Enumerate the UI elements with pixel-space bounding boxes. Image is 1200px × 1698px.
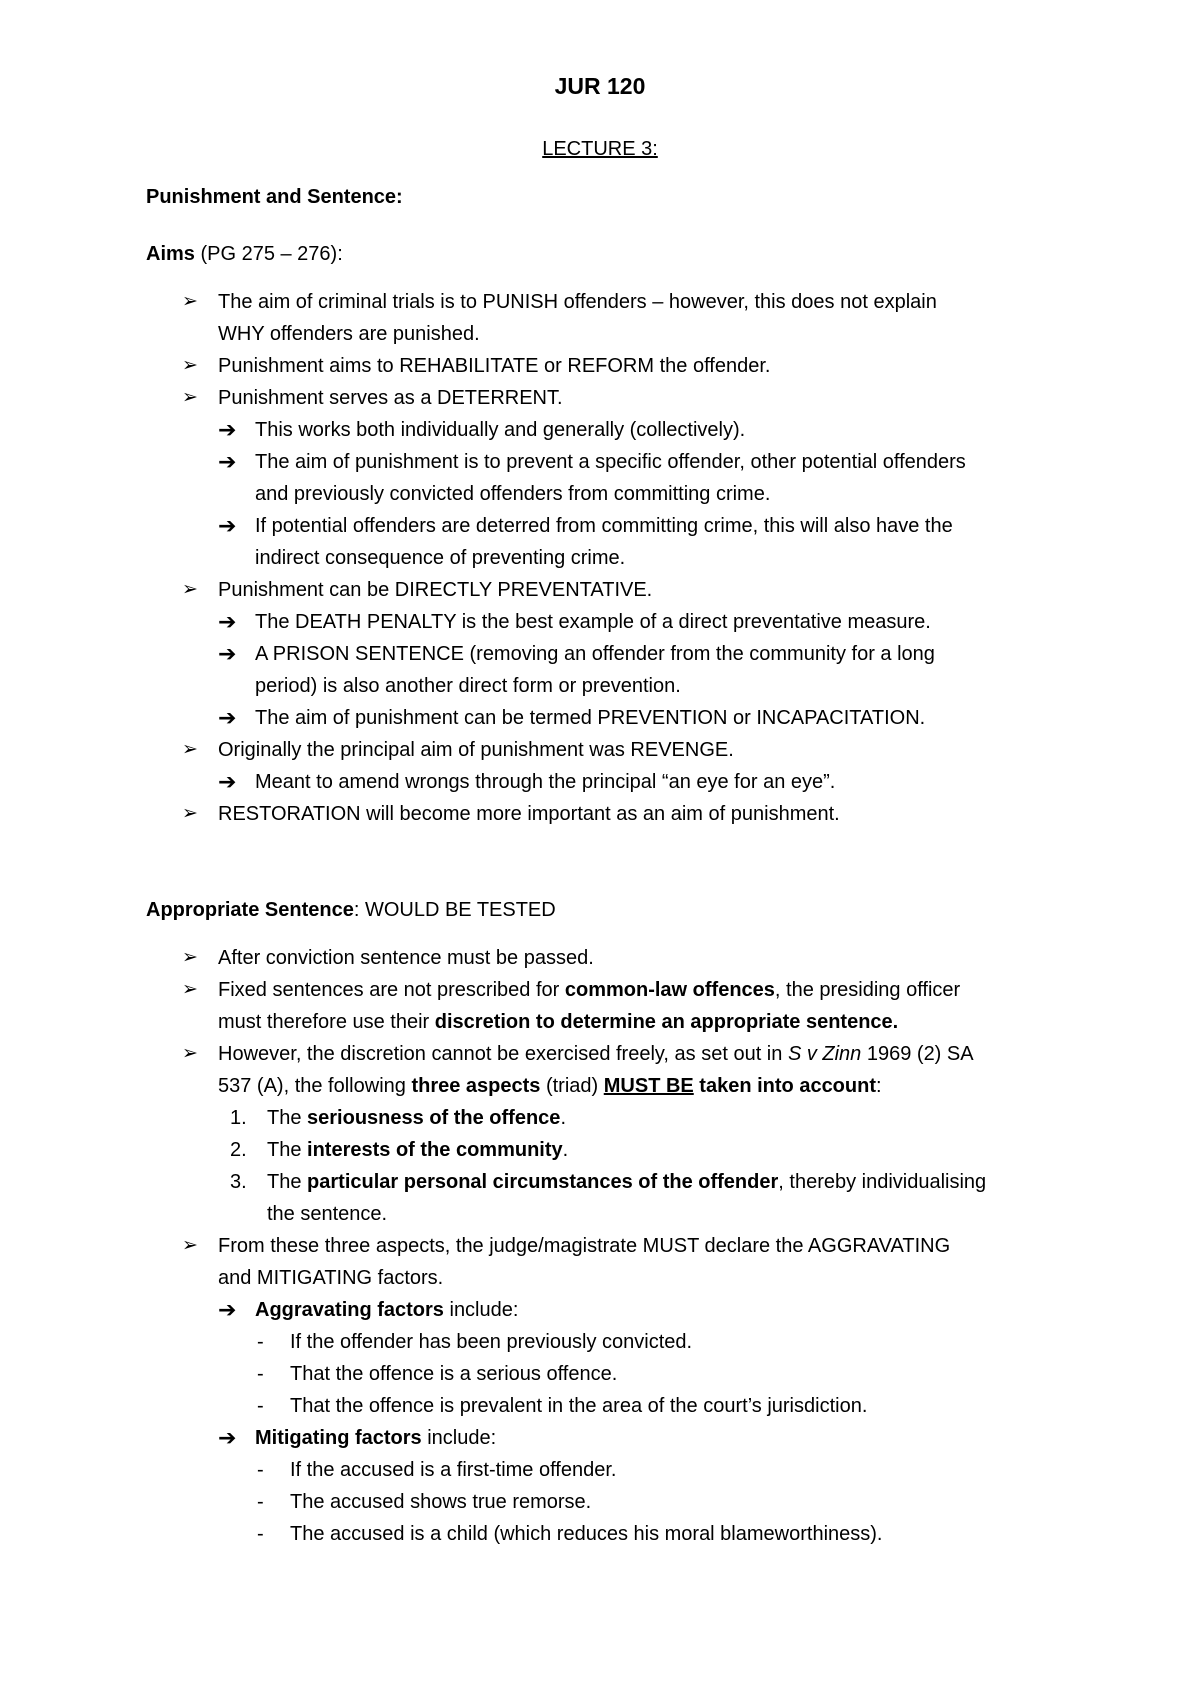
section-title-punishment: Punishment and Sentence:	[146, 186, 403, 208]
bold-run: Aggravating factors	[255, 1299, 444, 1321]
text-run: .	[562, 1139, 569, 1161]
bold-run: three aspects	[411, 1075, 541, 1097]
section2-title: Appropriate Sentence	[146, 899, 354, 921]
sub-item-line: indirect consequence of preventing crime.	[255, 547, 626, 569]
list-item-line	[218, 978, 960, 1002]
text-run: The	[267, 1171, 308, 1193]
list-item-line: Punishment can be DIRECTLY PREVENTATIVE.	[218, 579, 653, 601]
dash-marker: -	[257, 1491, 264, 1513]
bullet-marker: ➢	[182, 1043, 198, 1064]
section2-title-suffix: : WOULD BE TESTED	[353, 899, 556, 921]
list-item-line: and MITIGATING factors.	[218, 1267, 444, 1289]
arrow-bullet-icon: ➔	[218, 705, 237, 730]
numbered-item-line	[267, 1106, 566, 1130]
arrow-bullet-icon: ➔	[218, 641, 237, 666]
list-item-line: From these three aspects, the judge/magistrate MUST declare the AGGRAVATING	[218, 1235, 951, 1257]
list-item-line	[218, 1010, 898, 1034]
factor-item: The accused is a child (which reduces his moral blameworthiness).	[290, 1523, 883, 1545]
bold-run: common-law offences	[564, 979, 775, 1001]
text-run: :	[876, 1075, 882, 1097]
text-run: However, the discretion cannot be exercised freely, as set out in	[218, 1043, 788, 1065]
text-run: The	[267, 1139, 308, 1161]
mitigating-heading	[255, 1426, 496, 1450]
text-run: , the presiding officer	[774, 979, 961, 1001]
bullet-marker: ➢	[182, 387, 198, 408]
aims-label: Aims	[146, 243, 195, 265]
list-item-line: Punishment aims to REHABILITATE or REFORM the offender.	[218, 355, 771, 377]
aggravating-heading	[255, 1298, 518, 1322]
factor-item: The accused shows true remorse.	[290, 1491, 592, 1513]
dash-marker: -	[257, 1331, 264, 1353]
bullet-marker: ➢	[182, 579, 198, 600]
sub-item-line: If potential offenders are deterred from committing crime, this will also have the	[255, 515, 953, 537]
bold-run: Mitigating factors	[255, 1427, 422, 1449]
list-item-line: The aim of criminal trials is to PUNISH offenders – however, this does not explain	[218, 291, 937, 313]
bullet-marker: ➢	[182, 355, 198, 376]
arrow-bullet-icon: ➔	[218, 1425, 237, 1450]
arrow-bullet-icon: ➔	[218, 609, 237, 634]
sub-item-line: The aim of punishment can be termed PREVENTION or INCAPACITATION.	[255, 707, 926, 729]
list-item-line: Punishment serves as a DETERRENT.	[218, 387, 563, 409]
aims-heading	[146, 242, 343, 266]
case-name: S v Zinn	[787, 1043, 862, 1065]
dash-marker: -	[257, 1523, 264, 1545]
sub-item-line: Meant to amend wrongs through the principal “an eye for an eye”.	[255, 771, 836, 793]
arrow-bullet-icon: ➔	[218, 769, 237, 794]
section-title-appropriate-sentence	[146, 898, 556, 922]
bold-run: taken into account	[693, 1075, 876, 1097]
list-item-line	[218, 1074, 882, 1098]
bullet-marker: ➢	[182, 979, 198, 1000]
list-number: 3.	[230, 1171, 247, 1193]
dash-marker: -	[257, 1459, 264, 1481]
list-item-line: WHY offenders are punished.	[218, 323, 480, 345]
arrow-bullet-icon: ➔	[218, 449, 237, 474]
bold-run: interests of the community	[307, 1139, 563, 1161]
list-item-line: Originally the principal aim of punishment was REVENGE.	[218, 739, 734, 761]
sub-item-line: and previously convicted offenders from committing crime.	[255, 483, 771, 505]
numbered-item-line: the sentence.	[267, 1203, 388, 1225]
bullet-marker: ➢	[182, 803, 198, 824]
sub-item-line: The aim of punishment is to prevent a specific offender, other potential offenders	[255, 451, 966, 473]
text-run: .	[560, 1107, 566, 1129]
bullet-marker: ➢	[182, 291, 198, 312]
aims-ref: (PG 275 – 276):	[194, 243, 343, 265]
lecture-heading: LECTURE 3:	[542, 138, 658, 160]
list-number: 2.	[230, 1139, 247, 1161]
text-run: include:	[443, 1299, 519, 1321]
arrow-bullet-icon: ➔	[218, 1297, 237, 1322]
bold-run: seriousness of the offence	[307, 1107, 561, 1129]
text-run: The	[267, 1107, 308, 1129]
text-run: must therefore use their	[218, 1011, 435, 1033]
text-run: 1969 (2) SA	[861, 1043, 974, 1065]
dash-marker: -	[257, 1363, 264, 1385]
bold-run: discretion to determine an appropriate sentence.	[434, 1011, 899, 1033]
bold-run: particular personal circumstances of the offender	[307, 1171, 779, 1193]
text-run: (triad)	[540, 1075, 604, 1097]
numbered-item-line	[267, 1138, 568, 1162]
sub-item-line: This works both individually and generally (collectively).	[255, 419, 746, 441]
text-run: include:	[421, 1427, 497, 1449]
factor-item: If the accused is a first-time offender.	[290, 1459, 617, 1481]
text-run: 537 (A), the following	[218, 1075, 412, 1097]
dash-marker: -	[257, 1395, 264, 1417]
factor-item: That the offence is a serious offence.	[290, 1363, 618, 1385]
bullet-marker: ➢	[182, 1235, 198, 1256]
course-code: JUR 120	[554, 73, 646, 99]
bullet-marker: ➢	[182, 739, 198, 760]
list-item-line: After conviction sentence must be passed.	[218, 947, 594, 969]
text-run: Fixed sentences are not prescribed for	[218, 979, 565, 1001]
factor-item: If the offender has been previously convicted.	[290, 1331, 693, 1353]
factor-item: That the offence is prevalent in the area of the court’s jurisdiction.	[290, 1395, 868, 1417]
text-run: , thereby individualising	[778, 1171, 987, 1193]
sub-item-line: A PRISON SENTENCE (removing an offender from the community for a long	[255, 643, 935, 665]
arrow-bullet-icon: ➔	[218, 513, 237, 538]
bullet-marker: ➢	[182, 947, 198, 968]
sub-item-line: The DEATH PENALTY is the best example of a direct preventative measure.	[255, 611, 931, 633]
sub-item-line: period) is also another direct form or prevention.	[255, 675, 681, 697]
list-item-line	[218, 1042, 974, 1066]
bold-underline-run: MUST BE	[603, 1075, 694, 1097]
list-number: 1.	[230, 1107, 247, 1129]
numbered-item-line	[267, 1170, 986, 1194]
arrow-bullet-icon: ➔	[218, 417, 237, 442]
list-item-line: RESTORATION will become more important as an aim of punishment.	[218, 803, 840, 825]
